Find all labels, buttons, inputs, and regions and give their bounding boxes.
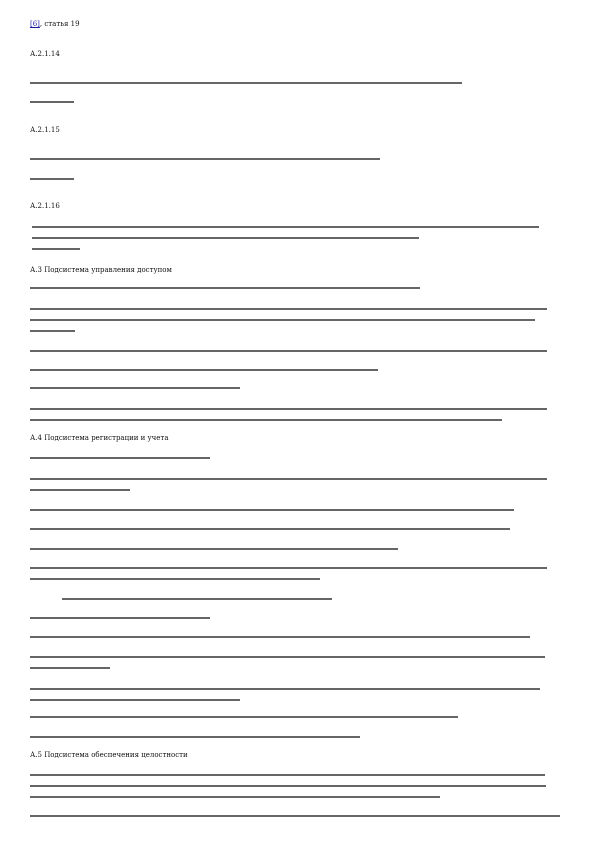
paragraph-line — [30, 656, 545, 658]
paragraph-line — [32, 237, 419, 239]
paragraph-line — [30, 478, 547, 480]
paragraph-line — [32, 248, 80, 250]
paragraph-line — [30, 548, 398, 550]
paragraph-line — [30, 308, 547, 310]
paragraph-line — [30, 528, 510, 530]
paragraph-line — [30, 489, 130, 491]
paragraph-line — [30, 419, 502, 421]
paragraph-line — [30, 178, 74, 180]
reference-link[interactable]: [6] — [30, 20, 40, 28]
paragraph-line — [30, 330, 75, 332]
paragraph-line — [30, 699, 240, 701]
paragraph-line — [30, 457, 210, 459]
section-heading: А.4 Подсистема регистрации и учета — [30, 434, 169, 442]
paragraph-line — [30, 387, 240, 389]
paragraph-line — [30, 287, 420, 289]
paragraph-line — [30, 101, 74, 103]
section-heading: А.5 Подсистема обеспечения целостности — [30, 751, 188, 759]
paragraph-line — [30, 667, 110, 669]
paragraph-line — [30, 716, 458, 718]
paragraph-line — [30, 796, 440, 798]
clause-number: А.2.1.16 — [30, 202, 60, 210]
paragraph-line — [30, 578, 320, 580]
paragraph-line — [30, 509, 514, 511]
clause-number: А.2.1.15 — [30, 126, 60, 134]
paragraph-line — [30, 785, 546, 787]
section-heading: А.3 Подсистема управления доступом — [30, 266, 172, 274]
paragraph-line — [30, 319, 535, 321]
paragraph-line — [30, 369, 378, 371]
paragraph-line — [30, 567, 547, 569]
paragraph-line — [62, 598, 332, 600]
paragraph-line — [30, 636, 530, 638]
paragraph-line — [30, 815, 560, 817]
paragraph-line — [30, 774, 545, 776]
clause-number: А.2.1.14 — [30, 50, 60, 58]
paragraph-line — [30, 617, 210, 619]
paragraph-line — [30, 408, 547, 410]
paragraph-line — [30, 158, 380, 160]
paragraph-line — [30, 688, 540, 690]
reference-line: [6], статья 19 — [30, 20, 80, 28]
paragraph-line — [30, 350, 547, 352]
paragraph-line — [30, 736, 360, 738]
paragraph-line — [30, 82, 462, 84]
paragraph-line — [32, 226, 539, 228]
